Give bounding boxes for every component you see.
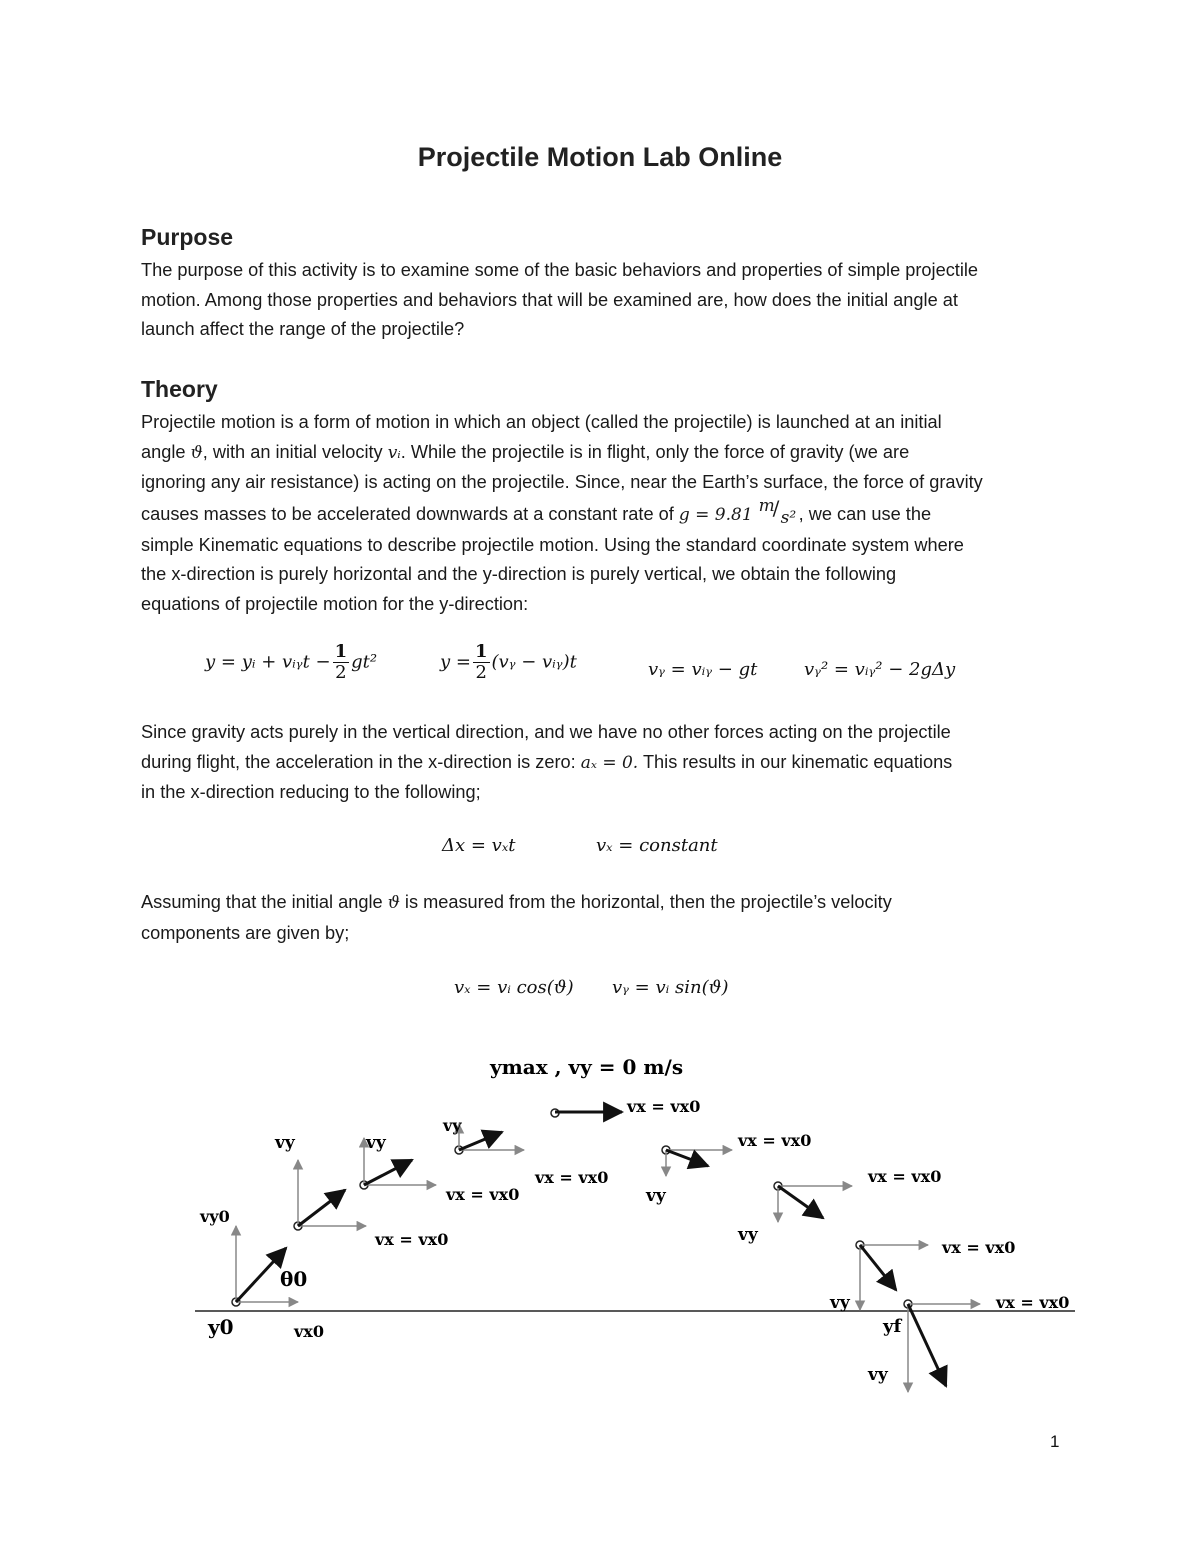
vx-equals-vx0-label: vx = vx0: [627, 1097, 701, 1116]
theory-heading: Theory: [141, 376, 218, 402]
x-acceleration: aₓ = 0.: [580, 752, 639, 773]
equation-vy-component: vᵧ = vᵢ sin(ϑ): [612, 977, 729, 998]
theory-line: Since gravity acts purely in the vertical direction, and we have no other forces acting on the projectile: [141, 722, 951, 742]
theory-paragraph-3: [141, 888, 1071, 948]
theory-line: in the x-direction reducing to the following;: [141, 782, 481, 802]
initial-velocity-symbol: vᵢ: [387, 442, 401, 463]
velocity-arrow: [236, 1248, 286, 1302]
velocity-arrow: [459, 1132, 502, 1150]
vy-label: vy: [275, 1133, 295, 1153]
vx-equals-vx0-label: vx = vx0: [375, 1230, 449, 1249]
velocity-arrow: [364, 1160, 412, 1185]
theory-line: equations of projectile motion for the y-direction:: [141, 593, 529, 614]
equation-x-velocity: vₓ = constant: [596, 835, 718, 856]
velocity-arrow: [666, 1150, 708, 1166]
theory-line: components are given by;: [141, 922, 350, 943]
vy-label: vy: [868, 1365, 888, 1385]
theory-line: angle ϑ, with an initial velocity vᵢ. While the projectile is in flight, only the force of gravity (we are: [141, 441, 910, 463]
vx0-label: vx0: [294, 1322, 324, 1341]
equation-y-position: y = yᵢ + vᵢᵧt − $\frac{1}{2}$ gt²: [205, 641, 378, 683]
theory-paragraph-2: [141, 718, 1071, 808]
vy-label: vy: [366, 1133, 386, 1153]
theory-line: causes masses to be accelerated downwards at a constant rate of g = 9.81 m / s² , we can use the: [141, 495, 932, 528]
projectile-trajectory-diagram: [0, 1040, 1200, 1410]
vy0-label: vy0: [200, 1207, 230, 1226]
theory-line: Projectile motion is a form of motion in which an object (called the projectile) is launched at an initial: [141, 412, 942, 432]
velocity-arrow: [908, 1304, 946, 1386]
theta-symbol: ϑ: [387, 893, 400, 913]
theory-line: Assuming that the initial angle ϑ is measured from the horizontal, then the projectile’s velocity: [141, 892, 892, 913]
velocity-arrow: [778, 1186, 823, 1218]
velocity-arrow: [860, 1245, 896, 1290]
vx-equals-vx0-label: vx = vx0: [868, 1167, 942, 1186]
vx-equals-vx0-label: vx = vx0: [535, 1168, 609, 1187]
theory-line: during flight, the acceleration in the x-direction is zero: aₓ = 0. This results in our kinematic equations: [141, 751, 953, 773]
purpose-line: launch affect the range of the projectile?: [141, 319, 465, 339]
vx-equals-vx0-label: vx = vx0: [446, 1185, 520, 1204]
theory-line: the x-direction is purely horizontal and the y-direction is purely vertical, we obtain the following: [141, 564, 897, 584]
theory-line: ignoring any air resistance) is acting on the projectile. Since, near the Earth’s surface, the force of gravity: [141, 472, 983, 492]
theory-line: simple Kinematic equations to describe projectile motion. Using the standard coordinate system where: [141, 534, 964, 555]
velocity-arrow: [298, 1190, 345, 1226]
vy-label: vy: [830, 1293, 850, 1313]
equation-y-velocity-squared: vᵧ² = vᵢᵧ² − 2gΔy: [804, 659, 956, 680]
yf-label: yf: [883, 1316, 902, 1337]
gravity-value: g = 9.81: [678, 504, 753, 525]
vx-equals-vx0-label: vx = vx0: [942, 1238, 1016, 1257]
vx-equals-vx0-label: vx = vx0: [738, 1131, 812, 1150]
theta0-label: θ0: [280, 1267, 308, 1291]
purpose-line: motion. Among those properties and behaviors that will be examined are, how does the initial angle at: [141, 289, 958, 310]
gravity-unit: m / s²: [758, 495, 797, 528]
vy-label: vy: [646, 1186, 666, 1206]
vy-label: vy: [738, 1225, 758, 1245]
vy-label: vy: [443, 1116, 462, 1135]
page-number: 1: [1050, 1432, 1060, 1451]
vx-equals-vx0-label: vx = vx0: [996, 1293, 1070, 1312]
equation-x-displacement: Δx = vₓt: [442, 835, 516, 856]
theta-symbol: ϑ: [190, 442, 203, 463]
equation-y-average-velocity: y = $\frac{1}{2}$ (vᵧ − vᵢᵧ)t: [440, 641, 577, 683]
equation-y-velocity: vᵧ = vᵢᵧ − gt: [648, 659, 758, 680]
purpose-line: The purpose of this activity is to examine some of the basic behaviors and properties of simple projectile: [141, 260, 979, 280]
y0-label: y0: [208, 1315, 234, 1339]
theory-paragraph-1: [141, 408, 1071, 619]
purpose-heading: Purpose: [141, 224, 234, 250]
page-title: Projectile Motion Lab Online: [417, 142, 783, 172]
purpose-paragraph: [141, 256, 1071, 345]
ymax-label: ymax , vy = 0 m/s: [490, 1055, 684, 1079]
equation-vx-component: vₓ = vᵢ cos(ϑ): [454, 977, 574, 998]
